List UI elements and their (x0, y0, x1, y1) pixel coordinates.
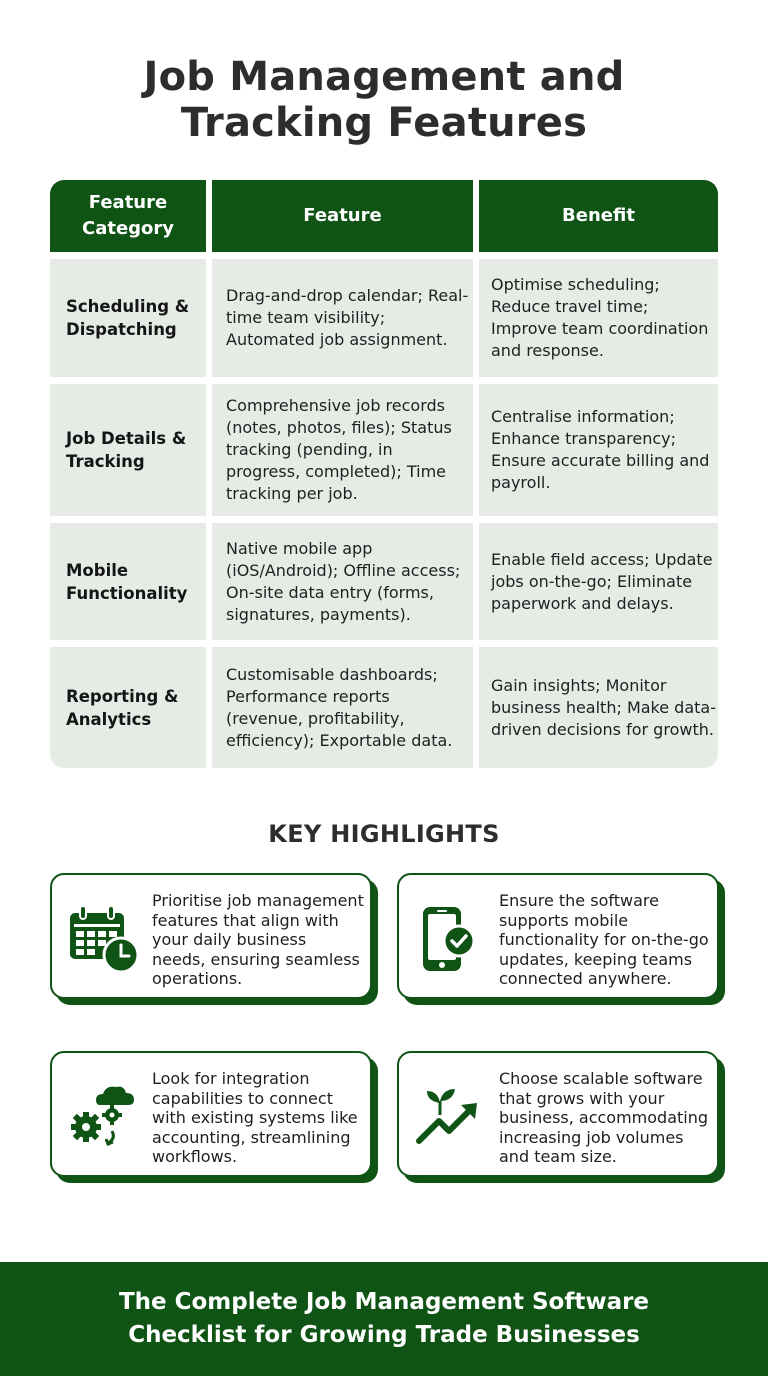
growth-arrow-plant-icon (413, 1079, 489, 1155)
features-table (50, 180, 718, 768)
table-header-row (50, 180, 718, 252)
key-highlights-heading: KEY HIGHLIGHTS (268, 820, 500, 848)
header-benefit: Benefit (479, 180, 718, 252)
table-row (50, 647, 718, 768)
footer-banner (0, 1262, 768, 1376)
highlight-card (50, 873, 372, 999)
row-benefit: Centralise information; Enhance transparency; Ensure accurate billing and payroll. (479, 384, 718, 516)
row-category: Mobile Functionality (50, 523, 206, 640)
highlight-card (397, 1051, 719, 1177)
row-feature: Comprehensive job records (notes, photos, files); Status tracking (pending, in progress, completed); Time tracking per job. (212, 384, 473, 516)
table-row (50, 523, 718, 640)
table-row (50, 384, 718, 516)
row-feature: Native mobile app (iOS/Android); Offline access; On-site data entry (forms, signatures, payments). (212, 523, 473, 640)
page-title (0, 54, 768, 146)
row-feature: Drag-and-drop calendar; Real-time team visibility; Automated job assignment. (212, 259, 473, 377)
highlight-text: Prioritise job management features that align with your daily business needs, ensuring seamless operations. (152, 891, 364, 988)
row-feature: Customisable dashboards; Performance reports (revenue, profitability, efficiency); Exportable data. (212, 647, 473, 768)
highlight-card (50, 1051, 372, 1177)
highlight-text: Ensure the software supports mobile functionality for on-the-go updates, keeping teams connected anywhere. (499, 891, 709, 988)
row-benefit: Gain insights; Monitor business health; Make data-driven decisions for growth. (479, 647, 718, 768)
highlight-card (397, 873, 719, 999)
row-category: Job Details & Tracking (50, 384, 206, 516)
row-benefit: Enable field access; Update jobs on-the-go; Eliminate paperwork and delays. (479, 523, 718, 640)
row-benefit: Optimise scheduling; Reduce travel time; Improve team coordination and response. (479, 259, 718, 377)
highlight-text: Choose scalable software that grows with your business, accommodating increasing job volumes and team size. (499, 1069, 709, 1166)
cloud-gears-icon (66, 1079, 142, 1155)
highlight-text: Look for integration capabilities to connect with existing systems like accounting, streamlining workflows. (152, 1069, 358, 1166)
table-row (50, 259, 718, 377)
row-category: Reporting & Analytics (50, 647, 206, 768)
calendar-clock-icon (66, 901, 142, 977)
header-feature-category-line-1: Feature (88, 192, 168, 213)
page-title-line-2: Tracking Features (180, 100, 588, 146)
row-category: Scheduling & Dispatching (50, 259, 206, 377)
footer-line-2: Checklist for Growing Trade Businesses (128, 1322, 640, 1348)
header-feature-category (50, 180, 206, 252)
header-feature-category-line-2: Category (81, 218, 175, 239)
footer-line-1: The Complete Job Management Software (118, 1289, 650, 1315)
mobile-check-icon (413, 901, 489, 977)
page-title-line-1: Job Management and (143, 54, 625, 100)
header-feature: Feature (212, 180, 473, 252)
